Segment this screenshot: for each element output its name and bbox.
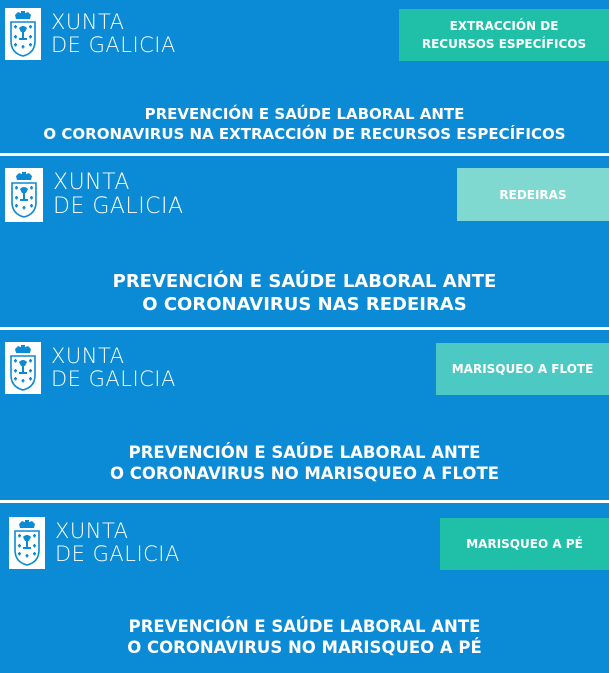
headline-line1: PREVENCIÓN E SAÚDE LABORAL ANTE [128, 617, 481, 636]
tag-marisqueo-flote: MARISQUEO A FLOTE [436, 343, 609, 395]
galicia-coat-of-arms-icon [5, 8, 41, 60]
xunta-logo [5, 8, 176, 60]
tag-extraccion-recursos: EXTRACCIÓN DE RECURSOS ESPECÍFICOS [399, 9, 609, 61]
xunta-wordmark [51, 11, 176, 56]
galicia-coat-of-arms-icon [5, 342, 41, 394]
wordmark-line1: XUNTA [51, 10, 125, 35]
wordmark-line1: XUNTA [53, 170, 130, 196]
headline-line2: O CORONAVIRUS NO MARISQUEO A FLOTE [110, 464, 499, 484]
wordmark-line2: DE GALICIA [51, 33, 176, 57]
xunta-logo [9, 517, 180, 569]
headline-line2: O CORONAVIRUS NAS REDEIRAS [142, 294, 467, 316]
wordmark-line2: DE GALICIA [55, 542, 180, 566]
banner-redeiras [0, 156, 609, 327]
wordmark-line2: DE GALICIA [53, 194, 184, 219]
headline-extraccion-recursos [0, 105, 609, 144]
xunta-logo [5, 342, 176, 394]
headline-redeiras [0, 270, 609, 317]
xunta-wordmark [55, 520, 180, 565]
galicia-coat-of-arms-icon [9, 517, 45, 569]
banner-marisqueo-flote [0, 330, 609, 500]
wordmark-line1: XUNTA [51, 344, 125, 369]
headline-marisqueo-pe [0, 616, 609, 659]
banner-extraccion-recursos [0, 0, 609, 153]
headline-line1: PREVENCIÓN E SAÚDE LABORAL ANTE [144, 105, 465, 123]
wordmark-line1: XUNTA [55, 519, 129, 544]
galicia-coat-of-arms-icon [5, 168, 43, 222]
headline-line1: PREVENCIÓN E SAÚDE LABORAL ANTE [128, 443, 481, 462]
headline-line1: PREVENCIÓN E SAÚDE LABORAL ANTE [112, 271, 497, 292]
tag-redeiras: REDEIRAS [457, 168, 609, 221]
banner-marisqueo-pe [0, 503, 609, 673]
xunta-wordmark [51, 345, 176, 390]
xunta-logo [5, 168, 184, 222]
headline-marisqueo-flote [0, 442, 609, 485]
headline-line2: O CORONAVIRUS NO MARISQUEO A PÉ [127, 638, 482, 658]
xunta-wordmark [53, 171, 184, 219]
tag-marisqueo-pe: MARISQUEO A PÉ [440, 518, 609, 570]
headline-line2: O CORONAVIRUS NA EXTRACCIÓN DE RECURSOS ESPECÍFICOS [43, 124, 566, 143]
wordmark-line2: DE GALICIA [51, 367, 176, 391]
